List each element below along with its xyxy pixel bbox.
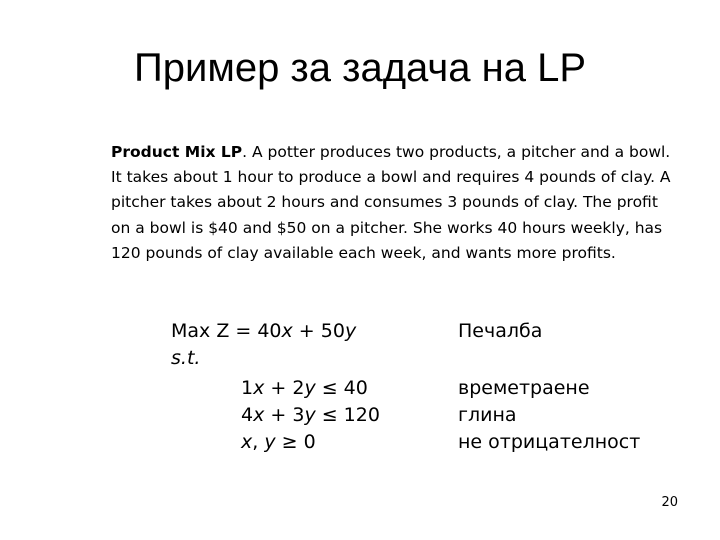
c3-var-y: y — [264, 431, 276, 453]
constraint-nonnegativity — [241, 429, 316, 456]
constraint-clay — [241, 402, 380, 429]
paragraph-text: A potter produces two products, a pitcher and a bowl. It takes about 1 hour to produce a bowl and requires 4 pounds of clay. A pitcher takes about 2 hours and consumes 3 pounds of clay. The profit on a bowl is $40 and $50 on a pitcher. She works 40 hours weekly, has 120 pounds of clay available each week, and wants more profits. — [111, 143, 671, 262]
constraint-hours — [241, 375, 368, 402]
slide-title: Пример за задача на LP — [133, 46, 586, 90]
c2-var-x: x — [253, 404, 265, 426]
c1-coef-x: 1 — [241, 377, 254, 399]
objective-var-x: x — [281, 320, 293, 342]
objective-prefix: Max Z = 40 — [171, 320, 282, 342]
c1-var-x: x — [253, 377, 265, 399]
subject-to: s.t. — [171, 347, 201, 369]
label-clay: глина — [458, 404, 517, 426]
c1-var-y: y — [304, 377, 316, 399]
label-profit: Печалба — [458, 320, 543, 342]
objective-function — [171, 318, 356, 345]
label-nonnegativity: не отрицателност — [458, 431, 641, 453]
c1-coef-y: + 2 — [264, 377, 305, 399]
label-time: времетраене — [458, 377, 590, 399]
c3-sep: , — [252, 431, 265, 453]
c2-var-y: y — [304, 404, 316, 426]
c2-coef-x: 4 — [241, 404, 254, 426]
c3-var-x: x — [241, 431, 253, 453]
page-number: 20 — [661, 495, 678, 510]
c2-rhs: ≤ 120 — [315, 404, 380, 426]
c2-coef-y: + 3 — [264, 404, 305, 426]
objective-mid: + 50 — [292, 320, 345, 342]
c3-rhs: ≥ 0 — [275, 431, 316, 453]
paragraph-lead-suffix: . — [242, 143, 248, 161]
paragraph-lead: Product Mix LP — [111, 143, 243, 161]
objective-var-y: y — [344, 320, 357, 342]
problem-paragraph — [111, 140, 671, 266]
c1-rhs: ≤ 40 — [315, 377, 368, 399]
